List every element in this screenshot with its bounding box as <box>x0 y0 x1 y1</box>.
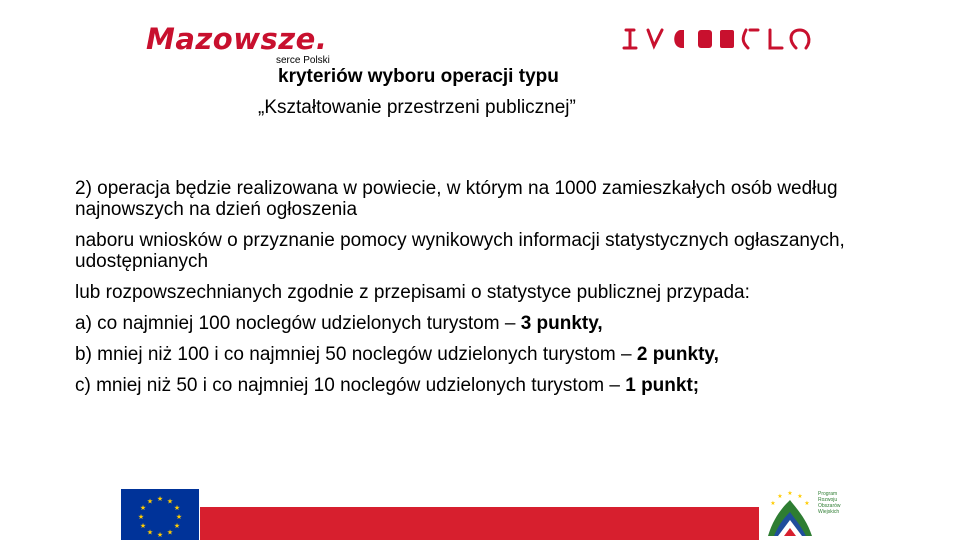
svg-text:★: ★ <box>156 531 164 539</box>
logo-tagline: serce Polski <box>276 55 330 66</box>
criteria-paragraph-1: 2) operacja będzie realizowana w powiecie, w którym na 1000 zamieszkałych osób według najnowszych na dzień ogłoszenia <box>75 178 838 220</box>
footer-red-bar <box>200 507 759 540</box>
criteria-paragraph-2: naboru wniosków o przyznanie pomocy wynikowych informacji statystycznych ogłaszanych, udostępnianych <box>75 230 845 272</box>
criteria-text <box>75 178 925 406</box>
prow-caption: Program Rozwoju Obszarów Wiejskich <box>818 491 841 515</box>
eu-flag-icon <box>121 489 199 540</box>
svg-text:★: ★ <box>156 495 164 503</box>
page-title-line2: „Kształtowanie przestrzeni publicznej” <box>258 97 576 118</box>
item-c-points: 1 punkt; <box>625 375 700 396</box>
item-a-points: 3 punkty, <box>520 313 603 334</box>
svg-text:★: ★ <box>139 522 147 530</box>
svg-text:★: ★ <box>770 500 776 507</box>
svg-text:★: ★ <box>137 513 145 521</box>
criteria-item-a <box>75 313 925 334</box>
svg-text:★: ★ <box>146 497 154 506</box>
prow-logo-icon <box>760 486 820 540</box>
criteria-item-b <box>75 344 925 365</box>
criteria-item-c <box>75 375 925 396</box>
svg-text:★: ★ <box>175 513 183 521</box>
mazowsze-logo <box>146 22 330 66</box>
svg-text:★: ★ <box>146 528 154 537</box>
criteria-paragraph-3: lub rozpowszechnianych zgodnie z przepisami o statystyce publicznej przypada: <box>75 282 750 303</box>
item-b-text: b) mniej niż 100 i co najmniej 50 noclegów udzielonych turystom – <box>75 344 637 365</box>
svg-text:★: ★ <box>139 504 147 512</box>
logo-wordmark: Mazowsze. <box>146 22 328 56</box>
svg-text:★: ★ <box>797 493 803 500</box>
svg-text:★: ★ <box>777 493 783 500</box>
item-a-text: a) co najmniej 100 noclegów udzielonych turystom – <box>75 313 521 334</box>
svg-text:★: ★ <box>166 528 174 537</box>
svg-text:★: ★ <box>804 500 810 507</box>
item-c-text: c) mniej niż 50 i co najmniej 10 noclegów udzielonych turystom – <box>75 375 626 396</box>
svg-text:★: ★ <box>787 490 793 497</box>
item-b-points: 2 punkty, <box>636 344 719 365</box>
svg-text:★: ★ <box>173 504 181 512</box>
page-title-line1: kryteriów wyboru operacji typu <box>278 66 559 87</box>
svg-text:★: ★ <box>166 497 174 506</box>
leader-program-glyphs-icon <box>622 26 818 57</box>
svg-text:★: ★ <box>173 522 181 530</box>
